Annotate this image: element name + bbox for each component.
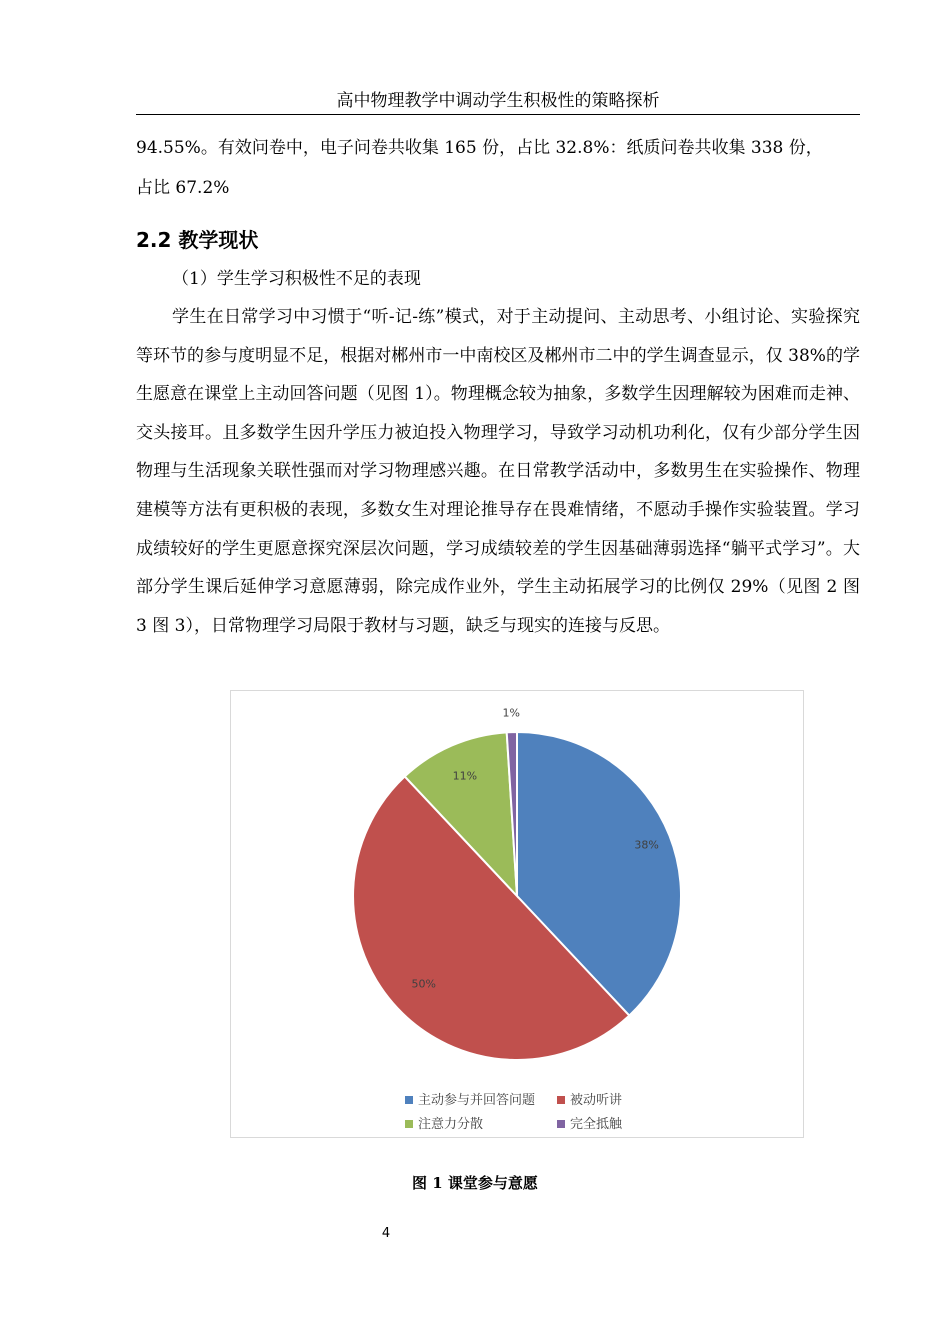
page-number: 4 <box>381 1226 391 1241</box>
section-heading: 2.2 教学现状 <box>136 228 259 252</box>
legend-label: 主动参与并回答问题 <box>418 1093 536 1108</box>
legend-swatch <box>557 1096 565 1104</box>
legend-label: 被动听讲 <box>570 1093 623 1108</box>
section-subheading: （1）学生学习积极性不足的表现 <box>172 269 421 289</box>
data-label: 38% <box>634 838 659 852</box>
pie-chart <box>230 690 804 1138</box>
legend-swatch <box>557 1120 565 1128</box>
page-header: 高中物理教学中调动学生积极性的策略探析 <box>136 88 860 115</box>
figure-caption: 图 1 课堂参与意愿 <box>412 1174 538 1192</box>
data-label: 11% <box>452 769 478 783</box>
intro-line-2: 占比 67.2% <box>136 178 230 198</box>
legend-label: 完全抵触 <box>570 1117 623 1132</box>
data-label: 50% <box>411 977 436 991</box>
legend-label: 注意力分散 <box>418 1117 484 1132</box>
legend-swatch <box>405 1120 413 1128</box>
legend-item-resist <box>557 1113 622 1132</box>
section-body: 学生在日常学习中习惯于“听-记-练”模式，对于主动提问、主动思考、小组讨论、实验探究等环节的参与度明显不足，根据对郴州市一中南校区及郴州市二中的学生调查显示，仅 38%的学生愿意在课堂上主动回答问题（见图 1）。物理概念较为抽象，多数学生因理解较为困难而走神、交头接耳。且多数学生因升学压力被迫投入物理学习，导致学习动机功利化，仅有少部分学生因物理与生活现象关联性强而对学习物理感兴趣。在日常教学活动中，多数男生在实验操作、物理建模等方法有更积极的表现，多数女生对理论推导存在畏难情绪，不愿动手操作实验装置。学习成绩较好的学生更愿意探究深层次问题，学习成绩较差的学生因基础薄弱选择“躺平式学习”。大部分学生课后延伸学习意愿薄弱，除完成作业外，学生主动拓展学习的比例仅 29%（见图 2 图 3 图 3），日常物理学习局限于教材与习题，缺乏与现实的连接与反思。 <box>136 307 860 636</box>
legend-item-passive <box>557 1089 622 1108</box>
legend-item-active <box>405 1089 535 1108</box>
data-label: 1% <box>502 706 520 720</box>
legend-swatch <box>405 1096 413 1104</box>
legend-item-distracted <box>405 1113 483 1132</box>
pie-chart-svg <box>231 691 803 1137</box>
intro-line-1: 94.55%。有效问卷中，电子问卷共收集 165 份，占比 32.8%：纸质问卷共收集 338 份， <box>136 138 823 158</box>
